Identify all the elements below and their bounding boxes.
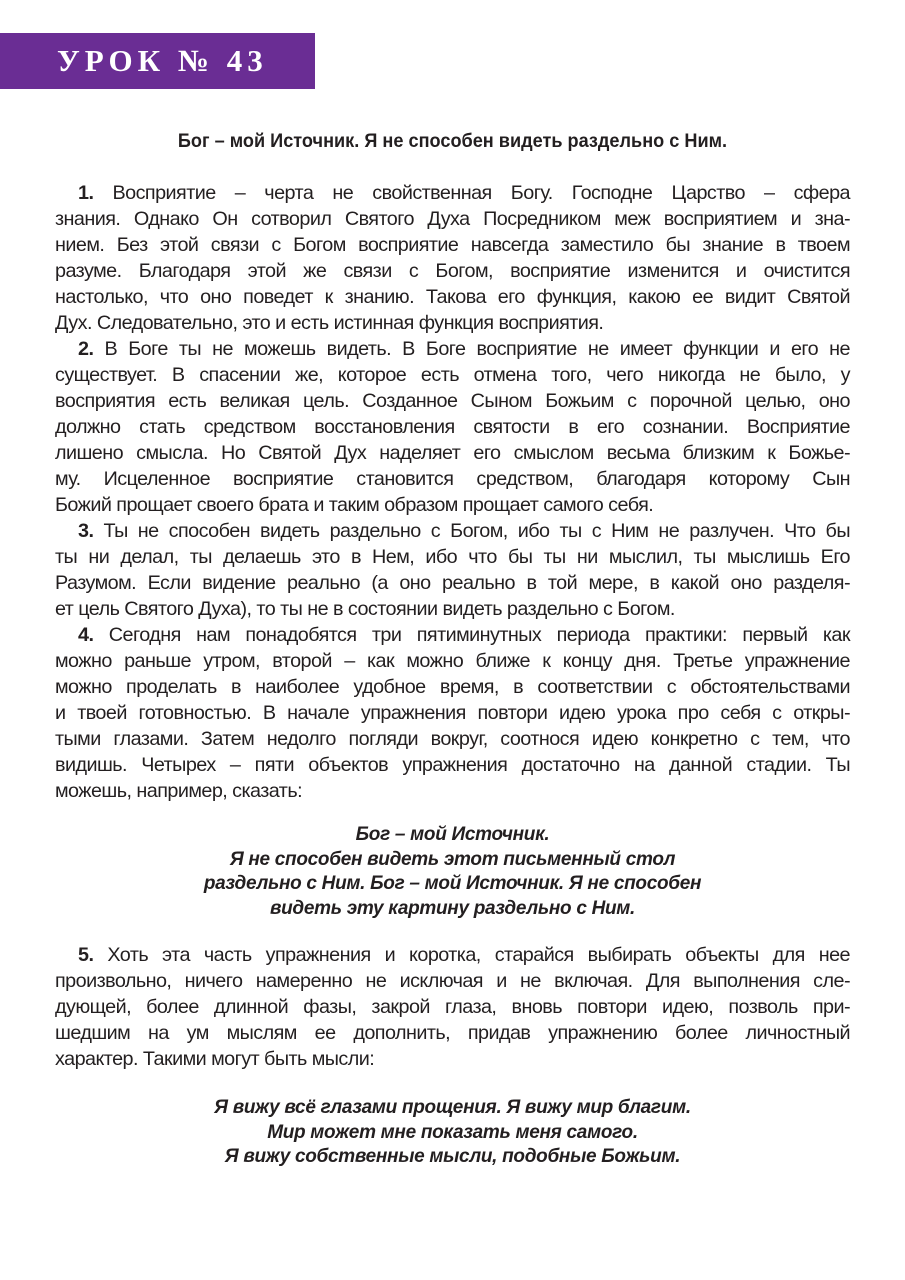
quote-line: Я не способен видеть этот письменный стол bbox=[229, 848, 676, 870]
paragraph-number: 3. bbox=[78, 520, 94, 542]
practice-quote-2 bbox=[55, 1096, 850, 1170]
paragraph-line: видишь. Четырех – пяти объектов упражнения достаточно на данной стадии. Ты bbox=[55, 754, 850, 776]
paragraph-number: 1. bbox=[78, 182, 94, 204]
lesson-banner bbox=[0, 33, 315, 89]
paragraph-line: разуме. Благодаря этой же связи с Богом, восприятие изменится и очистится bbox=[55, 260, 850, 282]
paragraph-line: должно стать средством восстановления святости в его сознании. Восприятие bbox=[55, 416, 850, 438]
paragraph-number: 2. bbox=[78, 338, 94, 360]
paragraph-line: ет цель Святого Духа), то ты не в состоянии видеть раздельно с Богом. bbox=[55, 598, 675, 620]
quote-line: Бог – мой Источник. bbox=[355, 824, 550, 845]
paragraph-1 bbox=[55, 180, 850, 336]
quote-line: видеть эту картину раздельно с Ним. bbox=[269, 897, 636, 919]
paragraph-line: 3. Ты не способен видеть раздельно с Богом, ибо ты с Ним не разлучен. Что бы bbox=[78, 520, 850, 542]
practice-quote-1 bbox=[55, 823, 850, 921]
quote-line: раздельно с Ним. Бог – мой Источник. Я не способен bbox=[203, 873, 702, 894]
paragraph-line: можешь, например, сказать: bbox=[55, 780, 303, 802]
paragraph-line: Божий прощает своего брата и таким образом прощает самого себя. bbox=[55, 494, 654, 516]
paragraph-line: дующей, более длинной фазы, закрой глаза, вновь повтори идею, позволь при- bbox=[55, 996, 850, 1018]
paragraph-line: Дух. Следовательно, это и есть истинная функция восприятия. bbox=[55, 312, 604, 334]
paragraph-line: лишено смысла. Но Святой Дух наделяет его смыслом весьма близким к Божье- bbox=[55, 442, 850, 464]
paragraph-5 bbox=[55, 942, 850, 1072]
quote-line: Мир может мне показать меня самого. bbox=[267, 1121, 638, 1143]
paragraph-line: настолько, что оно поведет к знанию. Такова его функция, какою ее видит Святой bbox=[55, 286, 850, 308]
paragraph-number: 5. bbox=[78, 944, 94, 966]
paragraph-line: восприятия есть великая цель. Созданное Сыном Божьим с порочной целью, оно bbox=[55, 390, 850, 412]
paragraph-line: 4. Сегодня нам понадобятся три пятиминутных периода практики: первый как bbox=[78, 624, 850, 646]
paragraph-number: 4. bbox=[78, 624, 94, 646]
paragraph-line: шедшим на ум мыслям ее дополнить, придав упражнению более личностный bbox=[55, 1022, 850, 1044]
paragraph-line: и твоей готовностью. В начале упражнения повтори идею урока про себя с откры- bbox=[55, 702, 850, 724]
paragraph-line: Разумом. Если видение реально (а оно реально в той мере, в какой оно разделя- bbox=[55, 572, 850, 594]
paragraph-line: существует. В спасении же, которое есть отмена того, чего никогда не было, у bbox=[55, 364, 850, 386]
paragraph-line: можно проделать в наиболее удобное время, в соответствии с обстоятельствами bbox=[55, 676, 850, 698]
lesson-number: УРОК № 43 bbox=[57, 43, 268, 78]
paragraph-line: 2. В Боге ты не можешь видеть. В Боге восприятие не имеет функции и его не bbox=[78, 338, 850, 360]
paragraph-line: знания. Однако Он сотворил Святого Духа Посредником меж восприятием и зна- bbox=[55, 208, 850, 230]
paragraph-line: можно раньше утром, второй – как можно ближе к концу дня. Третье упражнение bbox=[55, 650, 850, 672]
paragraph-line: 5. Хоть эта часть упражнения и коротка, старайся выбирать объекты для нее bbox=[78, 944, 850, 966]
paragraph-line: му. Исцеленное восприятие становится средством, благодаря которому Сын bbox=[55, 468, 850, 490]
paragraph-line: произвольно, ничего намеренно не исключая и не включая. Для выполнения сле- bbox=[55, 970, 850, 992]
quote-line: Я вижу собственные мысли, подобные Божьим. bbox=[224, 1146, 681, 1167]
lesson-title: Бог – мой Источник. Я не способен видеть раздельно с Ним. bbox=[177, 130, 728, 152]
paragraph-2 bbox=[55, 336, 850, 518]
paragraph-line: ты ни делал, ты делаешь это в Нем, ибо что бы ты ни мыслил, ты мыслишь Его bbox=[55, 546, 850, 568]
paragraph-line: характер. Такими могут быть мысли: bbox=[55, 1048, 375, 1070]
paragraph-3 bbox=[55, 518, 850, 622]
paragraph-line: 1. Восприятие – черта не свойственная Богу. Господне Царство – сфера bbox=[78, 182, 850, 204]
paragraph-4 bbox=[55, 622, 850, 804]
lesson-body bbox=[55, 180, 850, 1170]
paragraph-line: нием. Без этой связи с Богом восприятие навсегда заместило бы знание в твоем bbox=[55, 234, 850, 256]
paragraph-line: тыми глазами. Затем недолго погляди вокруг, соотнося идею конкретно с тем, что bbox=[55, 728, 850, 750]
quote-line: Я вижу всё глазами прощения. Я вижу мир благим. bbox=[214, 1097, 691, 1118]
